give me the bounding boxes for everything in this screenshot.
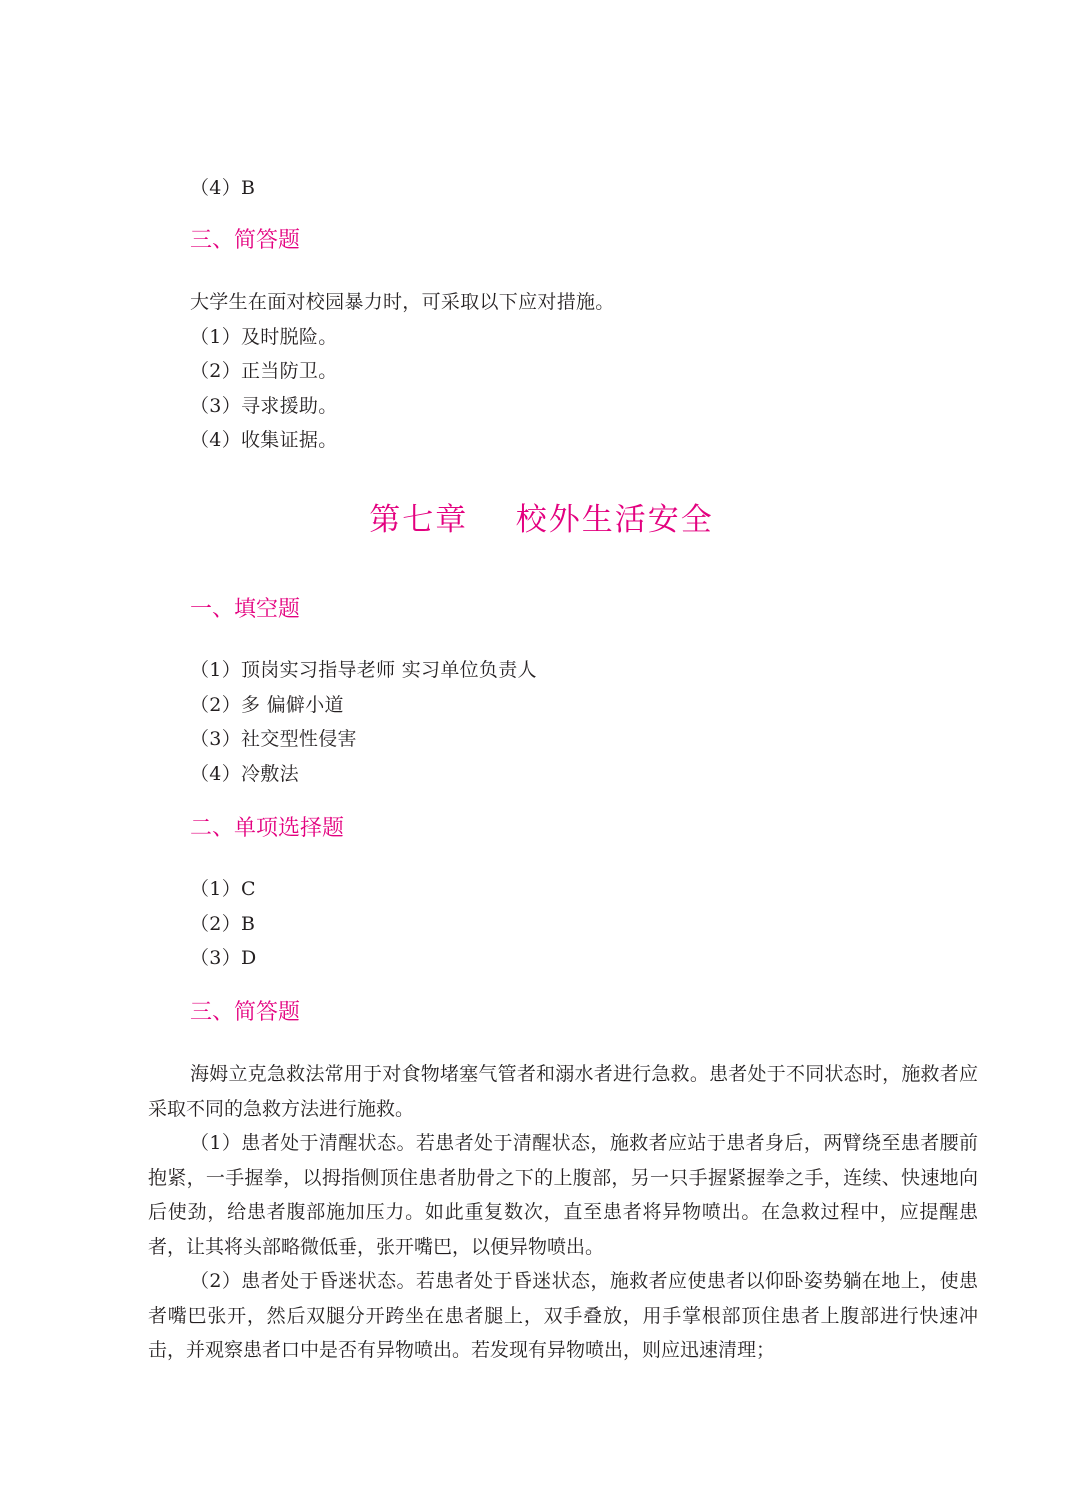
list-item: （2）多 偏僻小道 — [190, 694, 344, 716]
list-item: （3）社交型性侵害 — [190, 728, 357, 750]
list-item: （2）B — [190, 913, 256, 935]
list-item: （3）D — [190, 947, 257, 969]
list-item: （4）冷敷法 — [190, 763, 299, 785]
section-heading-single-choice: 二、单项选择题 — [190, 816, 345, 841]
chapter-title: 第七章 校外生活安全 — [369, 502, 714, 538]
section-heading-short-answer: 三、简答题 — [190, 228, 301, 253]
intro-text: 大学生在面对校园暴力时，可采取以下应对措施。 — [190, 291, 615, 313]
list-item: （1）C — [190, 878, 256, 900]
section-heading-short-answer: 三、简答题 — [190, 1000, 301, 1025]
list-item: （1）顶岗实习指导老师 实习单位负责人 — [190, 659, 537, 681]
paragraph: （2）患者处于昏迷状态。若患者处于昏迷状态，施救者应使患者以仰卧姿势躺在地上，使患者嘴巴张开，然后双腿分开跨坐在患者腿上，双手叠放，用手掌根部顶住患者上腹部进行快速冲击，并观察患者口中是否有异物喷出。若发现有异物喷出，则应迅速清理； — [148, 1270, 978, 1361]
answer-item: （4）B — [190, 177, 256, 199]
list-item: （3）寻求援助。 — [190, 395, 338, 417]
paragraph: （1）患者处于清醒状态。若患者处于清醒状态，施救者应站于患者身后，两臂绕至患者腰前抱紧，一手握拳，以拇指侧顶住患者肋骨之下的上腹部，另一只手握紧握拳之手，连续、快速地向后使劲，给患者腹部施加压力。如此重复数次，直至患者将异物喷出。在急救过程中，应提醒患者，让其将头部略微低垂，张开嘴巴，以便异物喷出。 — [148, 1132, 978, 1258]
paragraph: 海姆立克急救法常用于对食物堵塞气管者和溺水者进行急救。患者处于不同状态时，施救者应采取不同的急救方法进行施救。 — [148, 1063, 978, 1120]
section-heading-fill-blank: 一、填空题 — [190, 597, 301, 622]
list-item: （1）及时脱险。 — [190, 326, 338, 348]
list-item: （4）收集证据。 — [190, 429, 338, 451]
list-item: （2）正当防卫。 — [190, 360, 338, 382]
